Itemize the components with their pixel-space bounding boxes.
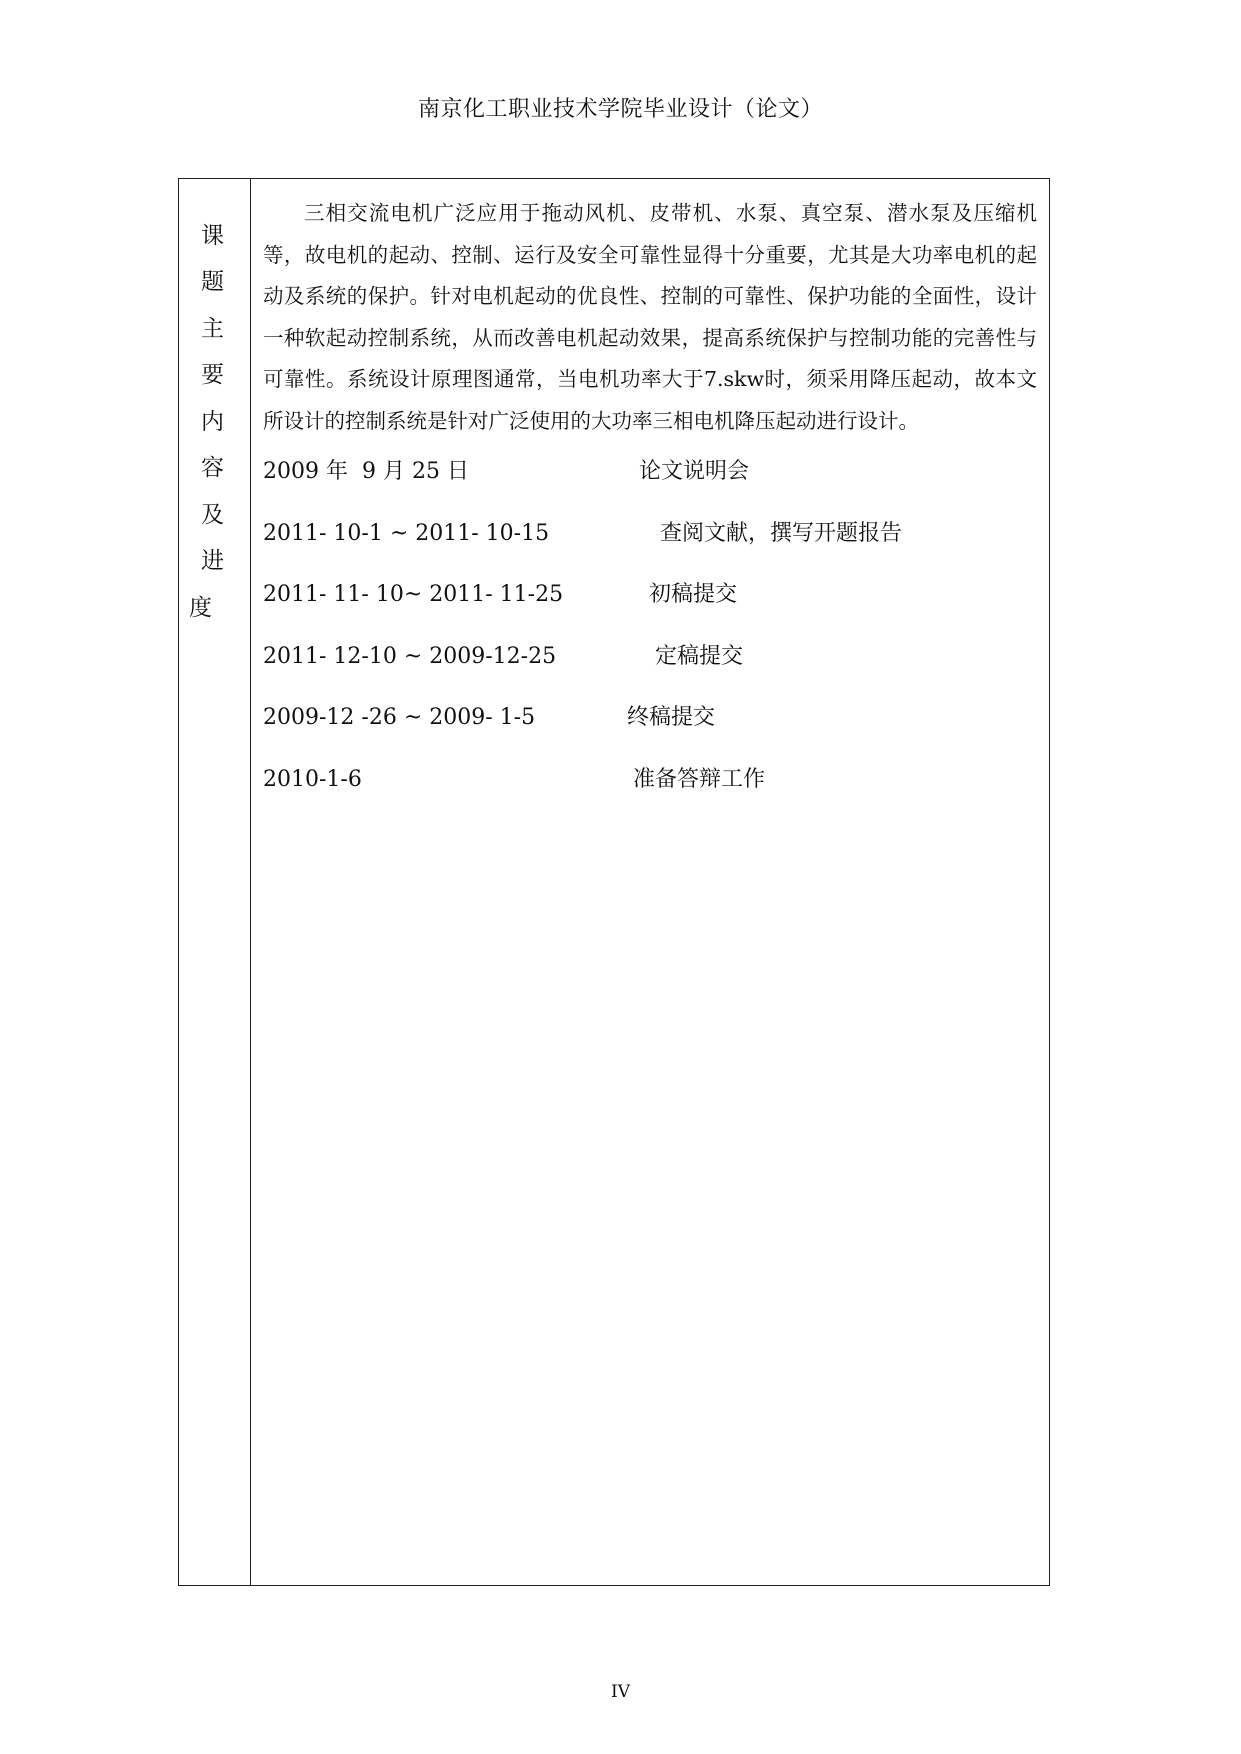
section-label-char: 及	[201, 502, 224, 528]
section-label-char: 主	[201, 316, 224, 342]
content-cell	[251, 179, 1049, 1585]
section-label-char: 题	[201, 269, 224, 295]
section-label-char: 容	[201, 455, 224, 481]
schedule-date: 2009-12 -26 ~ 2009- 1-5	[263, 705, 536, 730]
section-label-char: 要	[201, 362, 224, 388]
schedule-date: 2010-1-6	[263, 766, 362, 792]
schedule-task: 定稿提交	[655, 643, 744, 669]
schedule-list	[263, 454, 1037, 823]
schedule-item	[263, 639, 1037, 701]
section-label-char: 进	[201, 548, 224, 574]
schedule-task: 终稿提交	[627, 705, 716, 730]
schedule-item	[263, 577, 1037, 639]
schedule-item	[263, 762, 1037, 824]
section-label-char: 课	[201, 223, 224, 249]
schedule-date: 2009 年 9 月 25 日	[263, 459, 469, 484]
schedule-item	[263, 454, 1037, 516]
schedule-date: 2011- 11- 10~ 2011- 11-25	[263, 582, 564, 607]
schedule-task: 初稿提交	[649, 582, 738, 607]
schedule-item	[263, 516, 1037, 578]
page-number: IV	[611, 1682, 630, 1702]
schedule-date: 2011- 10-1 ~ 2011- 10-15	[263, 520, 550, 546]
schedule-date: 2011- 12-10 ~ 2009-12-25	[263, 643, 557, 669]
schedule-task: 论文说明会	[639, 459, 750, 484]
section-label-char: 内	[201, 409, 224, 435]
schedule-task: 查阅文献，撰写开题报告	[660, 520, 903, 546]
page-header-title: 南京化工职业技术学院毕业设计（论文）	[417, 97, 823, 122]
topic-description: 三相交流电机广泛应用于拖动风机、皮带机、水泵、真空泵、潜水泵及压缩机等，故电机的起动、控制、运行及安全可靠性显得十分重要，尤其是大功率电机的起动及系统的保护。针对电机起动的优良性、控制的可靠性、保护功能的全面性，设计一种软起动控制系统，从而改善电机起动效果，提高系统保护与控制功能的完善性与可靠性。系统设计原理图通常，当电机功率大于7.skw时，须采用降压起动，故本文所设计的控制系统是针对广泛使用的大功率三相电机降压起动进行设计。	[263, 201, 1037, 433]
topic-content-table	[178, 178, 1050, 1586]
section-label-cell	[179, 179, 251, 1585]
schedule-item	[263, 700, 1037, 762]
section-label-char: 度	[189, 595, 212, 621]
schedule-task: 准备答辩工作	[633, 766, 766, 792]
